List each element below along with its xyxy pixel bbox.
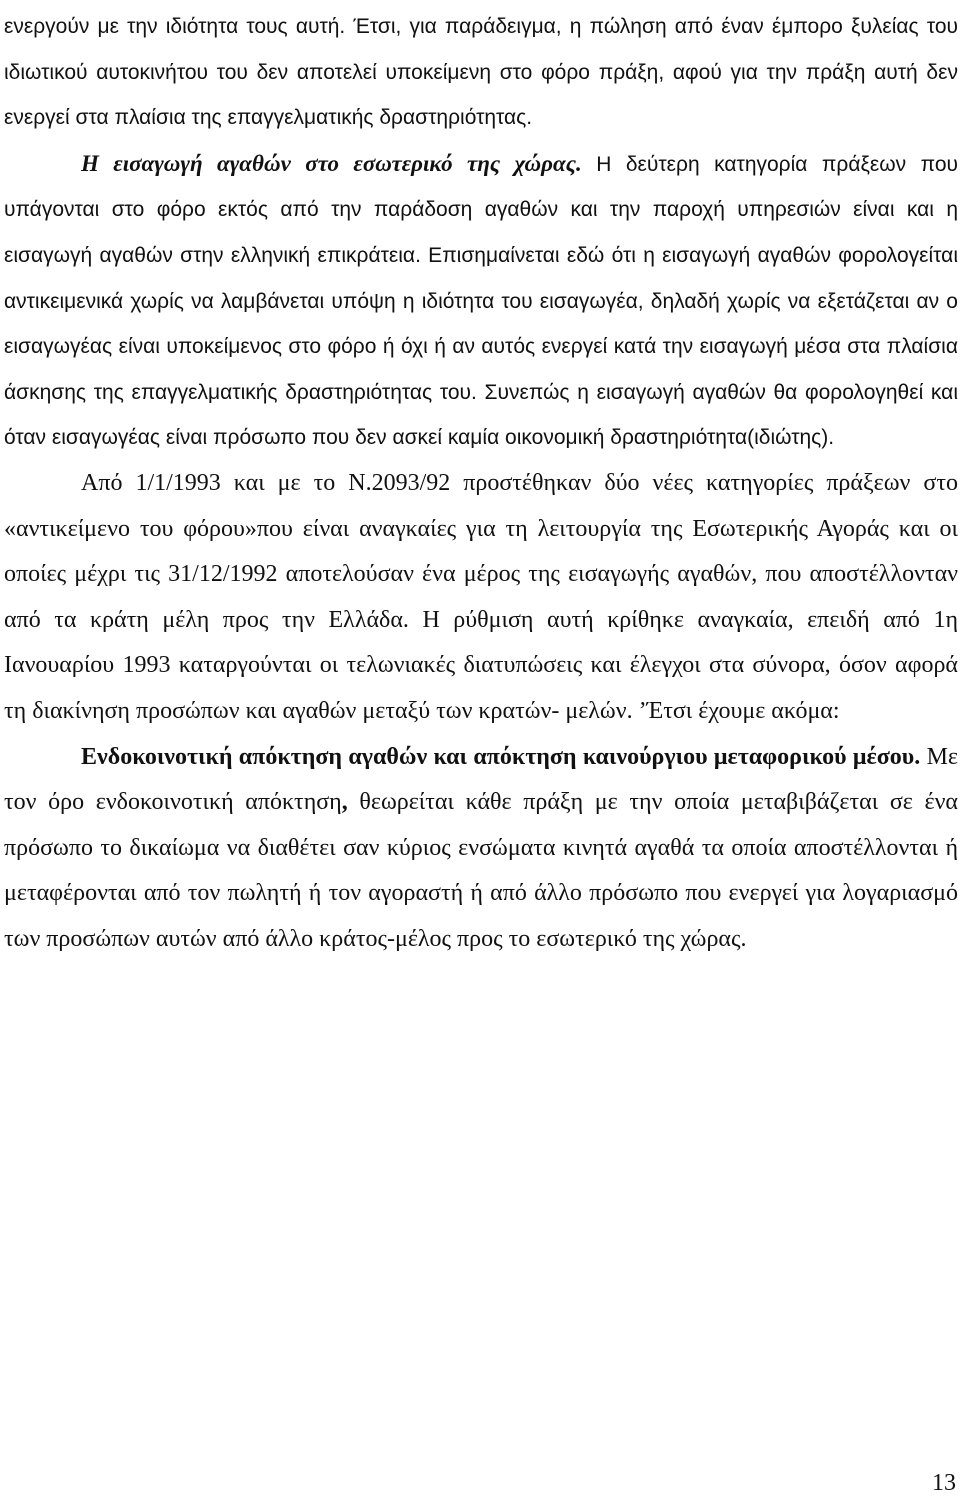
paragraph-3 (4, 461, 958, 735)
paragraph-4-text-b: θεωρείται κάθε πράξη με την οποία μεταβιβάζεται σε ένα πρόσωπο το δικαίωμα να διαθέτει σαν κύριος ενσώματα κινητά αγαθά τα οποία αποστέλλονται ή μεταφέρονται από τον πωλητή ή τον αγοραστή ή από άλλο πρόσωπο που ενεργεί για λογαριασμό των προσώπων αυτών από άλλο κράτος-μέλος προς το εσωτερικό της χώρας. (4, 789, 958, 952)
paragraph-4-text-a: Με τον όρο ενδοκοινοτική απόκτηση (4, 743, 959, 816)
paragraph-2-text: Η δεύτερη κατηγορία πράξεων που υπάγονται στο φόρο εκτός από την παράδοση αγαθών και την παροχή υπηρεσιών είναι και η εισαγωγή αγαθών στην ελληνική επικράτεια. Επισημαίνεται εδώ ότι η εισαγωγή αγαθών φορολογείται αντικειμενικά χωρίς να λαμβάνεται υπόψη η ιδιότητα του εισαγωγέα, δηλαδή χωρίς να εξετάζεται αν ο εισαγωγέας είναι υποκείμενος στο φόρο ή όχι ή αν αυτός ενεργεί κατά την εισαγωγή μέσα στα πλαίσια άσκησης της επαγγελματικής δραστηριότητας του. Συνεπώς η εισαγωγή αγαθών θα φορολογηθεί και όταν εισαγωγέας είναι πρόσωπο που δεν ασκεί καμία οικονομική δραστηριότητα(ιδιώτης). (4, 152, 958, 450)
paragraph-1 (4, 4, 958, 141)
paragraph-4-comma: , (341, 789, 348, 816)
page-number: 13 (932, 1470, 956, 1496)
paragraph-1-text: ενεργούν με την ιδιότητα τους αυτή. Έτσι, για παράδειγμα, η πώληση από έναν έμπορο ξυλείας του ιδιωτικού αυτοκινήτου του δεν αποτελεί υποκείμενη στο φόρο πράξη, αφού για την πράξη αυτή δεν ενεργεί στα πλαίσια της επαγγελματικής δραστηριότητας. (4, 15, 958, 130)
section-heading-intra-community: Ενδοκοινοτική απόκτηση αγαθών και απόκτηση καινούργιου μεταφορικού μέσου. (81, 743, 921, 770)
paragraph-3-text: Από 1/1/1993 και με το Ν.2093/92 προστέθηκαν δύο νέες κατηγορίες πράξεων στο «αντικείμενο του φόρου»που είναι αναγκαίες για τη λειτουργία της Εσωτερικής Αγοράς και οι οποίες μέχρι τις 31/12/1992 αποτελούσαν ένα μέρος της εισαγωγής αγαθών, που αποστέλλονταν από τα κράτη μέλη προς την Ελλάδα. Η ρύθμιση αυτή κρίθηκε αναγκαία, επειδή από 1η Ιανουαρίου 1993 καταργούνται οι τελωνιακές διατυπώσεις και έλεγχοι στα σύνορα, όσον αφορά τη διακίνηση προσώπων και αγαθών μεταξύ των κρατών- μελών. ’Έτσι έχουμε ακόμα: (4, 469, 958, 724)
paragraph-4 (4, 735, 958, 963)
document-page (4, 4, 958, 962)
section-heading-import: Η εισαγωγή αγαθών στο εσωτερικό της χώρας. (81, 150, 582, 176)
paragraph-2 (4, 141, 958, 461)
